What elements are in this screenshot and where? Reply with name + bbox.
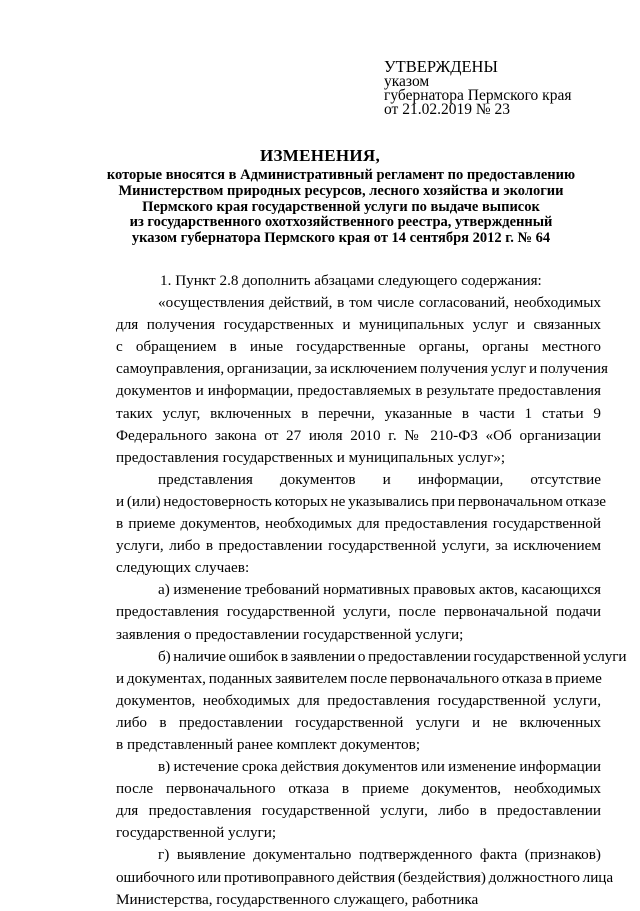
paragraph-line: предоставления государственных и муниципальных услуг»; bbox=[116, 448, 506, 466]
paragraph-line: а) изменение требований нормативных правовых актов, касающихся bbox=[158, 581, 601, 599]
paragraph-line: и документах, поданных заявителем после первоначального отказа в приеме bbox=[116, 669, 602, 687]
paragraph-line: заявления о предоставлении государственной услуги; bbox=[116, 625, 464, 643]
paragraph-line: и (или) недостоверность которых не указывались при первоначальном отказе bbox=[116, 492, 607, 510]
subtitle-line: Пермского края государственной услуги по выдаче выписок bbox=[142, 198, 540, 215]
paragraph bbox=[74, 579, 601, 645]
paragraph-line: для предоставления государственной услуги, либо в предоставлении bbox=[116, 802, 601, 820]
paragraph-line: г) выявление документально подтвержденного факта (признаков) bbox=[158, 846, 601, 864]
paragraph-line: Министерства, государственного служащего, работника bbox=[116, 890, 479, 908]
subtitle-line: из государственного охотхозяйственного реестра, утвержденный bbox=[129, 214, 553, 231]
approval-line-governor: губернатора Пермского края bbox=[384, 87, 572, 104]
document-subtitle bbox=[76, 168, 606, 247]
approval-line-decree: указом bbox=[384, 73, 430, 90]
subtitle-line: которые вносятся в Административный регламент по предоставлению bbox=[106, 167, 576, 183]
paragraph-line: «осуществления действий, в том числе согласований, необходимых bbox=[158, 294, 601, 312]
paragraph-line: в) истечение срока действия документов или изменение информации bbox=[158, 758, 601, 776]
paragraph-line: с обращением в иные государственные органы, органы местного bbox=[116, 338, 601, 356]
paragraph-line: таких услуг, включенных в перечни, указанные в части 1 статьи 9 bbox=[116, 404, 601, 422]
paragraph-line: следующих случаев: bbox=[116, 559, 250, 577]
paragraph-line: государственной услуги; bbox=[116, 824, 277, 842]
paragraph bbox=[74, 292, 608, 469]
paragraph-line: ошибочного или противоправного действия (бездействия) должностного лица bbox=[116, 868, 614, 886]
paragraph bbox=[74, 646, 627, 756]
paragraph-line: в приеме документов, необходимых для предоставления государственной bbox=[116, 515, 601, 533]
paragraph bbox=[74, 844, 614, 910]
paragraph-line: документов, необходимых для предоставления государственной услуги, bbox=[116, 691, 601, 709]
subtitle-line: указом губернатора Пермского края от 14 сентября 2012 г. № 64 bbox=[131, 230, 551, 247]
paragraph-line: документов и информации, предоставляемых в результате предоставления bbox=[116, 382, 601, 400]
paragraph-line: представления документов и информации, отсутствие bbox=[158, 470, 601, 488]
approval-line-date: от 21.02.2019 № 23 bbox=[384, 101, 510, 118]
paragraph-line: либо в предоставлении государственной услуги и не включенных bbox=[116, 713, 601, 731]
approval-heading: УТВЕРЖДЕНЫ bbox=[384, 57, 498, 76]
paragraph-line: предоставления государственной услуги, после первоначальной подачи bbox=[116, 603, 601, 621]
approval-stamp bbox=[384, 58, 624, 117]
document-title: ИЗМЕНЕНИЯ, bbox=[259, 146, 381, 165]
paragraph-line: самоуправления, организации, за исключением получения услуг и получения bbox=[116, 360, 608, 378]
paragraph-line: после первоначального отказа в приеме документов, необходимых bbox=[116, 780, 601, 798]
paragraph-line: для получения государственных и муниципальных услуг и связанных bbox=[116, 316, 601, 334]
paragraph bbox=[74, 469, 607, 579]
document-body bbox=[74, 270, 627, 911]
paragraph-line: б) наличие ошибок в заявлении о предоставлении государственной услуги bbox=[158, 647, 627, 665]
paragraph bbox=[74, 756, 601, 844]
paragraph-line: услуги, либо в предоставлении государственной услуги, за исключением bbox=[116, 537, 601, 555]
paragraph-line: Федерального закона от 27 июля 2010 г. № 210-ФЗ «Об организации bbox=[116, 426, 601, 444]
paragraph bbox=[74, 270, 601, 292]
paragraph-line: 1. Пункт 2.8 дополнить абзацами следующего содержания: bbox=[160, 272, 542, 289]
subtitle-line: Министерством природных ресурсов, лесного хозяйства и экологии bbox=[118, 182, 564, 199]
paragraph-line: в представленный ранее комплект документов; bbox=[116, 735, 421, 753]
